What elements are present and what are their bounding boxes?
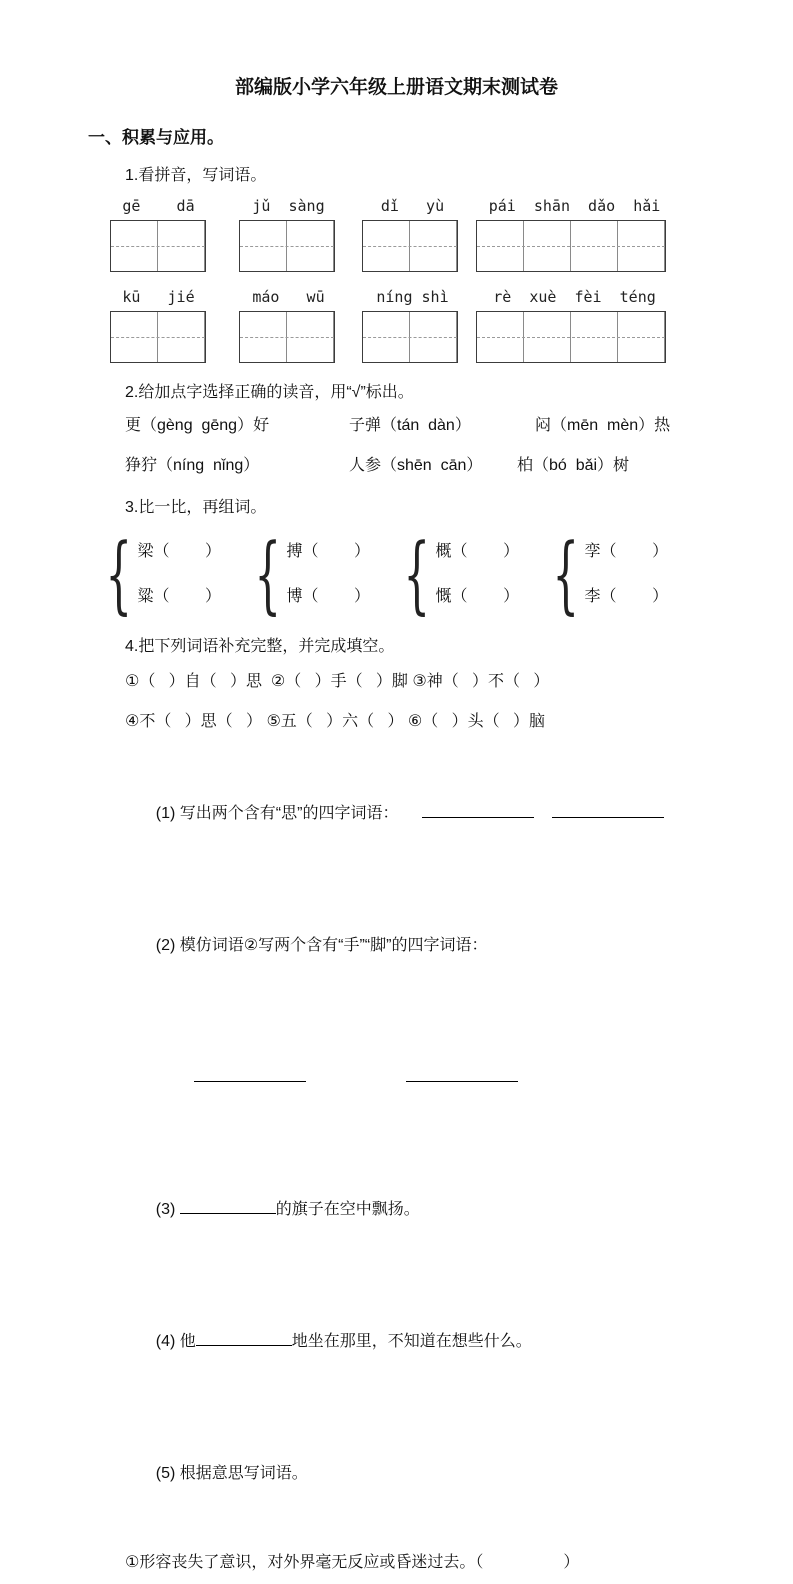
- question-1-label: 1.看拼音，写词语。: [125, 167, 267, 184]
- pinyin-label: gē dā: [122, 197, 195, 215]
- word-pair-top: 孪（ ）: [584, 543, 669, 560]
- sub-question-1-text: (1) 写出两个含有“思”的四字词语：: [155, 805, 399, 822]
- brace-icon: {: [254, 525, 282, 623]
- pinyin-label: pái shān dǎo hǎi: [488, 197, 661, 215]
- writing-grid: [110, 311, 206, 363]
- pronunciation-choice: 闷（mēn mèn）热: [535, 417, 671, 434]
- question-4-label: 4.把下列词语补充完整，并完成填空。: [125, 638, 395, 655]
- pinyin-row-2: [110, 288, 705, 306]
- grid-midline: [477, 246, 665, 247]
- word-pair-column: [585, 529, 669, 619]
- pinyin-label: jǔ sàng: [252, 197, 325, 215]
- answer-blank: [422, 802, 534, 818]
- grid-midline: [363, 337, 457, 338]
- idiom-fill-line-1: ①（ ）自（ ）思 ②（ ）手（ ）脚 ③神（ ）不（ ）: [125, 673, 550, 690]
- page-title: 部编版小学六年级上册语文期末测试卷: [234, 77, 558, 98]
- writing-grid: [476, 311, 666, 363]
- answer-blank: [196, 1330, 292, 1346]
- brace-icon: {: [105, 525, 133, 623]
- pinyin-label: kū jié: [122, 288, 195, 306]
- word-pair-bottom: 博（ ）: [286, 588, 371, 605]
- pronunciation-choice: 柏（bó bǎi）树: [517, 457, 630, 474]
- pronunciation-choice: 子弹（tán dàn）: [349, 417, 471, 434]
- answer-blank: [406, 1066, 518, 1082]
- pinyin-label: níng shì: [376, 288, 449, 306]
- sub-question-3: [138, 1144, 705, 1276]
- sub-question-4-prefix: (4) 他: [155, 1333, 196, 1350]
- pinyin-row-1: [110, 197, 705, 215]
- word-pair: [92, 525, 222, 623]
- brace-icon: {: [403, 525, 431, 623]
- sub-question-5-text: (5) 根据意思写词语。: [155, 1465, 308, 1482]
- grid-midline: [240, 337, 334, 338]
- pronunciation-choice: 人参（shēn cān）: [349, 457, 483, 474]
- word-pair: [390, 525, 520, 623]
- sub-question-3-suffix: 的旗子在空中飘扬。: [275, 1201, 420, 1218]
- idiom-fill-line-2: ④不（ ）思（ ） ⑤五（ ）六（ ） ⑥（ ）头（ ）脑: [125, 713, 545, 730]
- grid-midline: [111, 337, 205, 338]
- grid-midline: [363, 246, 457, 247]
- word-pair-bottom: 慨（ ）: [435, 588, 520, 605]
- word-pair-bottom: 粱（ ）: [137, 588, 222, 605]
- sub-question-2: [138, 880, 705, 1012]
- writing-grid: [239, 311, 335, 363]
- word-pair-top: 搏（ ）: [286, 543, 371, 560]
- writing-grid: [476, 220, 666, 272]
- pinyin-label: máo wū: [252, 288, 325, 306]
- sub-question-2-blanks: [176, 1012, 705, 1144]
- grid-midline: [477, 337, 665, 338]
- word-pair: [241, 525, 371, 623]
- compare-word-pairs: [92, 525, 705, 623]
- question-2-line-2: [125, 454, 705, 478]
- writing-grid-row-2: [110, 311, 705, 363]
- word-pair-column: [286, 529, 370, 619]
- writing-grid: [239, 220, 335, 272]
- writing-grid: [362, 220, 458, 272]
- question-3-label: 3.比一比，再组词。: [125, 499, 267, 516]
- sub-question-2-text: (2) 模仿词语②写两个含有“手”“脚”的四字词语：: [155, 937, 488, 954]
- writing-grid: [110, 220, 206, 272]
- sub-question-4-suffix: 地坐在那里，不知道在想些什么。: [291, 1333, 532, 1350]
- pinyin-label: dǐ yù: [380, 197, 445, 215]
- section-heading: 一、积累与应用。: [88, 128, 224, 147]
- pronunciation-choice: 狰狞（níng nǐng）: [125, 457, 260, 474]
- word-pair-column: [436, 529, 520, 619]
- question-2-line-1: [125, 414, 705, 438]
- sub-question-1: [138, 748, 705, 880]
- word-pair-bottom: 李（ ）: [584, 588, 669, 605]
- word-pair-top: 概（ ）: [435, 543, 520, 560]
- word-pair-column: [137, 529, 221, 619]
- sub-question-3-prefix: (3): [155, 1201, 180, 1218]
- grid-midline: [111, 246, 205, 247]
- answer-blank: [194, 1066, 306, 1082]
- pronunciation-choice: 更（gèng gēng）好: [125, 417, 270, 434]
- word-pair-top: 梁（ ）: [137, 543, 222, 560]
- brace-icon: {: [552, 525, 580, 623]
- question-2-label: 2.给加点字选择正确的读音，用“√”标出。: [125, 384, 414, 401]
- sub-question-5: [138, 1408, 705, 1540]
- answer-blank: [180, 1198, 276, 1214]
- grid-midline: [240, 246, 334, 247]
- pinyin-label: rè xuè fèi téng: [493, 288, 656, 306]
- writing-grid-row-1: [110, 220, 705, 272]
- answer-blank: [552, 802, 664, 818]
- word-pair: [539, 525, 669, 623]
- sub-question-4: [138, 1276, 705, 1408]
- definition-line-1: ①形容丧失了意识，对外界毫无反应或昏迷过去。（ ）: [125, 1554, 580, 1571]
- writing-grid: [362, 311, 458, 363]
